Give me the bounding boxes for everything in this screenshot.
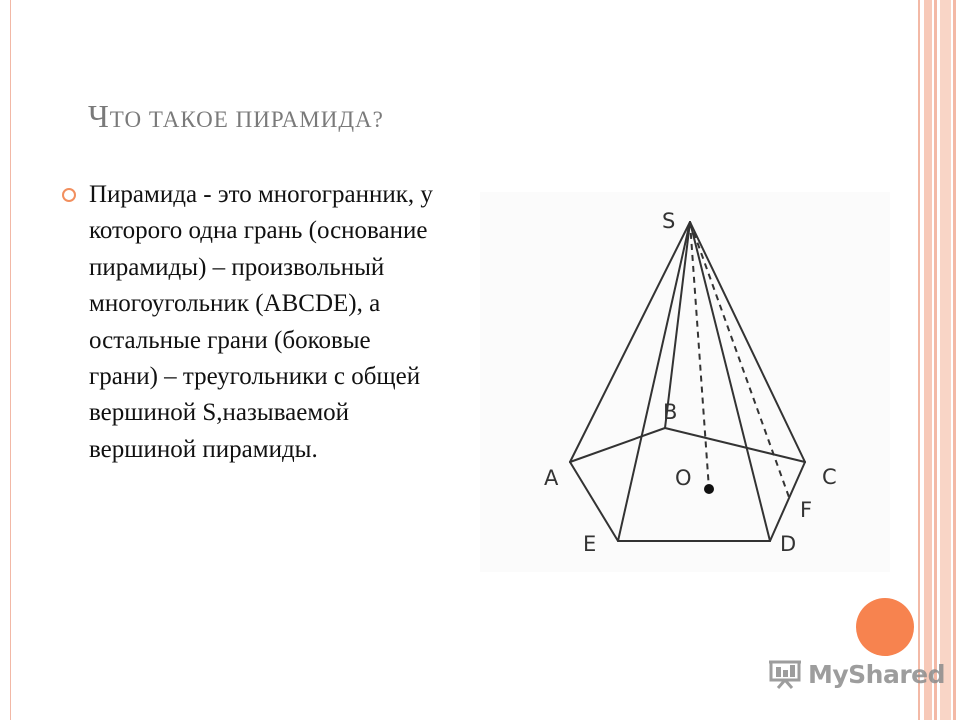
definition-text: Пирамида - это многогранник, у которого одна грань (основание пирамиды) – произвольный многоугольник (ABCDE), а остальные грани (боковые грани) – треугольники с общей вершиной S,называемой вершиной пирамиды. xyxy=(89,181,433,463)
title-first-letter: Ч xyxy=(88,98,110,134)
presentation-board-icon xyxy=(768,659,802,689)
label-C: C xyxy=(822,465,837,489)
edge-SB xyxy=(665,222,690,428)
label-E: E xyxy=(583,532,597,556)
label-S: S xyxy=(662,209,676,233)
label-B: B xyxy=(663,400,678,424)
frame-line-left xyxy=(10,0,11,720)
title-rest: ТО ТАКОЕ ПИРАМИДА? xyxy=(109,107,384,132)
apothem-SF xyxy=(690,222,790,500)
label-D: D xyxy=(780,532,797,556)
edge-SE xyxy=(618,222,690,541)
edge-BC xyxy=(665,428,805,462)
bullet-ring-icon xyxy=(62,188,76,202)
pyramid-diagram xyxy=(480,192,890,572)
frame-stripe xyxy=(940,0,951,720)
edge-SC xyxy=(690,222,805,462)
frame-stripe xyxy=(934,0,937,720)
point-O-dot xyxy=(704,484,714,494)
edge-EA xyxy=(570,462,618,541)
watermark-text: MyShared xyxy=(808,659,946,689)
frame-stripe xyxy=(953,0,956,720)
label-F: F xyxy=(800,498,813,522)
watermark xyxy=(768,656,945,692)
pyramid-figure xyxy=(480,192,890,572)
label-O: O xyxy=(675,466,692,490)
edge-SA xyxy=(570,222,690,462)
label-A: A xyxy=(544,466,559,490)
slide-title xyxy=(88,98,384,135)
frame-stripe xyxy=(924,0,932,720)
frame-stripe xyxy=(918,0,920,720)
accent-circle xyxy=(856,598,914,656)
